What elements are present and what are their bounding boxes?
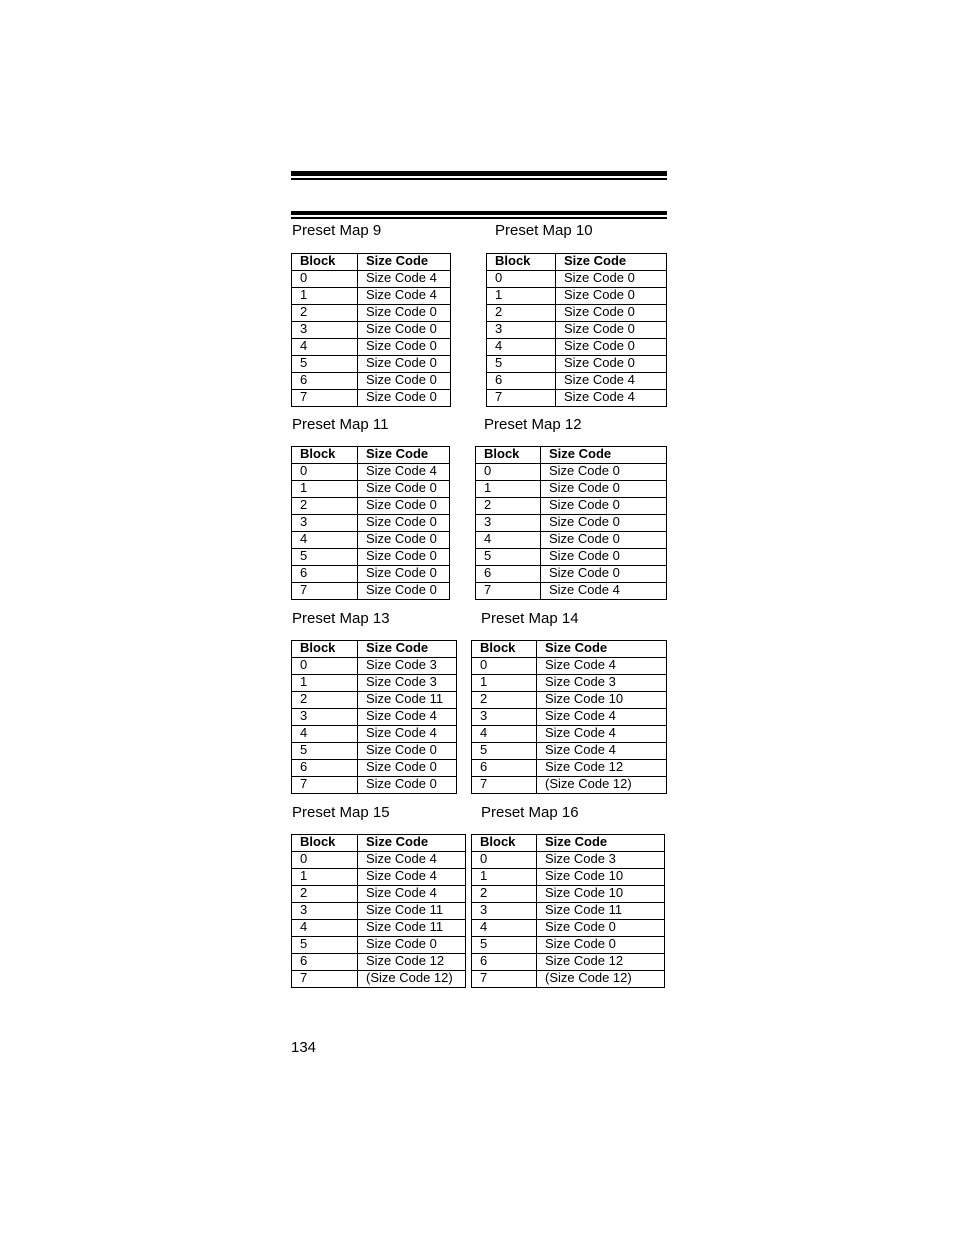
size-code-column-header: Size Code [358, 835, 466, 852]
block-cell: 6 [487, 373, 556, 390]
table-row [472, 937, 665, 954]
size-code-cell: Size Code 4 [358, 271, 451, 288]
size-code-cell: Size Code 0 [358, 777, 457, 794]
block-cell: 4 [472, 920, 537, 937]
table-row [292, 532, 450, 549]
size-code-cell: Size Code 12 [537, 760, 667, 777]
block-cell: 6 [292, 566, 358, 583]
size-code-cell: Size Code 0 [541, 481, 667, 498]
table-row [292, 498, 450, 515]
preset-map-title: Preset Map 15 [292, 804, 390, 821]
size-code-cell: Size Code 4 [358, 464, 450, 481]
size-code-cell: Size Code 3 [537, 675, 667, 692]
preset-map-table [471, 834, 665, 988]
block-cell: 7 [487, 390, 556, 407]
table-row [487, 288, 667, 305]
block-cell: 2 [487, 305, 556, 322]
size-code-cell: Size Code 0 [541, 515, 667, 532]
table-row [292, 658, 457, 675]
table-row [476, 464, 667, 481]
table-row [292, 692, 457, 709]
block-column-header: Block [292, 835, 358, 852]
table-row [472, 852, 665, 869]
size-code-cell: Size Code 4 [537, 726, 667, 743]
block-cell: 5 [292, 743, 358, 760]
block-cell: 2 [292, 692, 358, 709]
preset-map-table [486, 253, 667, 407]
size-code-cell: Size Code 0 [541, 549, 667, 566]
table-header-row [487, 254, 667, 271]
size-code-cell: Size Code 4 [358, 726, 457, 743]
table-header-row [292, 641, 457, 658]
table-header-row [476, 447, 667, 464]
size-code-cell: Size Code 0 [358, 583, 450, 600]
block-cell: 4 [292, 726, 358, 743]
table-row [292, 971, 466, 988]
block-cell: 0 [292, 464, 358, 481]
table-row [472, 709, 667, 726]
size-code-cell: Size Code 4 [537, 709, 667, 726]
size-code-cell: Size Code 0 [358, 322, 451, 339]
block-cell: 2 [292, 305, 358, 322]
preset-map-title: Preset Map 14 [481, 610, 579, 627]
table-row [292, 339, 451, 356]
block-cell: 4 [292, 532, 358, 549]
size-code-cell: Size Code 11 [358, 920, 466, 937]
table-row [487, 322, 667, 339]
top-rule-thick [291, 171, 667, 176]
block-cell: 3 [292, 322, 358, 339]
block-cell: 3 [472, 903, 537, 920]
table-row [292, 288, 451, 305]
size-code-cell: Size Code 0 [556, 288, 667, 305]
size-code-cell: Size Code 0 [541, 566, 667, 583]
block-cell: 5 [472, 743, 537, 760]
block-cell: 7 [476, 583, 541, 600]
block-cell: 0 [292, 852, 358, 869]
size-code-cell: Size Code 0 [556, 271, 667, 288]
block-cell: 0 [472, 658, 537, 675]
size-code-column-header: Size Code [358, 447, 450, 464]
block-cell: 0 [292, 271, 358, 288]
table-row [472, 971, 665, 988]
size-code-cell: Size Code 11 [358, 692, 457, 709]
size-code-cell: Size Code 0 [358, 549, 450, 566]
table-row [292, 852, 466, 869]
block-cell: 6 [292, 760, 358, 777]
block-cell: 3 [476, 515, 541, 532]
table-row [292, 481, 450, 498]
block-cell: 1 [292, 869, 358, 886]
block-cell: 6 [292, 373, 358, 390]
size-code-cell: Size Code 0 [541, 498, 667, 515]
block-cell: 7 [472, 777, 537, 794]
block-cell: 1 [292, 288, 358, 305]
preset-map-title: Preset Map 9 [292, 222, 382, 239]
size-code-cell: (Size Code 12) [537, 971, 665, 988]
table-row [487, 390, 667, 407]
size-code-cell: (Size Code 12) [358, 971, 466, 988]
size-code-cell: Size Code 12 [358, 954, 466, 971]
block-cell: 6 [472, 954, 537, 971]
preset-map-title: Preset Map 12 [484, 416, 582, 433]
table-row [292, 549, 450, 566]
table-row [292, 373, 451, 390]
size-code-cell: Size Code 0 [358, 305, 451, 322]
block-cell: 4 [476, 532, 541, 549]
size-code-cell: Size Code 0 [537, 920, 665, 937]
block-column-header: Block [292, 254, 358, 271]
size-code-cell: Size Code 3 [537, 852, 665, 869]
size-code-cell: Size Code 4 [358, 886, 466, 903]
table-header-row [472, 835, 665, 852]
table-row [472, 777, 667, 794]
block-column-header: Block [487, 254, 556, 271]
table-row [292, 954, 466, 971]
table-row [292, 271, 451, 288]
size-code-cell: Size Code 3 [358, 675, 457, 692]
block-cell: 3 [292, 709, 358, 726]
table-row [487, 373, 667, 390]
preset-map-table [471, 640, 667, 794]
table-row [487, 305, 667, 322]
block-cell: 7 [472, 971, 537, 988]
table-header-row [292, 447, 450, 464]
block-cell: 2 [472, 886, 537, 903]
table-row [292, 390, 451, 407]
table-row [472, 726, 667, 743]
block-column-header: Block [476, 447, 541, 464]
block-cell: 1 [476, 481, 541, 498]
block-cell: 3 [292, 903, 358, 920]
size-code-column-header: Size Code [358, 641, 457, 658]
preset-map-table [475, 446, 667, 600]
table-row [292, 886, 466, 903]
block-cell: 3 [292, 515, 358, 532]
block-cell: 6 [472, 760, 537, 777]
size-code-cell: Size Code 12 [537, 954, 665, 971]
size-code-cell: Size Code 4 [556, 373, 667, 390]
table-row [292, 777, 457, 794]
table-row [472, 903, 665, 920]
table-row [292, 726, 457, 743]
block-cell: 4 [472, 726, 537, 743]
block-column-header: Block [472, 641, 537, 658]
size-code-cell: Size Code 0 [556, 305, 667, 322]
block-cell: 0 [487, 271, 556, 288]
preset-map-title: Preset Map 10 [495, 222, 593, 239]
block-cell: 2 [476, 498, 541, 515]
block-cell: 7 [292, 390, 358, 407]
block-cell: 0 [292, 658, 358, 675]
table-row [472, 675, 667, 692]
size-code-column-header: Size Code [541, 447, 667, 464]
table-row [292, 937, 466, 954]
table-row [472, 743, 667, 760]
table-row [292, 583, 450, 600]
table-row [472, 760, 667, 777]
size-code-cell: Size Code 4 [358, 852, 466, 869]
size-code-cell: Size Code 0 [541, 464, 667, 481]
table-row [487, 271, 667, 288]
preset-map-title: Preset Map 13 [292, 610, 390, 627]
preset-map-table [291, 253, 451, 407]
block-cell: 7 [292, 971, 358, 988]
block-column-header: Block [292, 447, 358, 464]
size-code-cell: Size Code 4 [537, 658, 667, 675]
page-number: 134 [291, 1039, 317, 1056]
block-cell: 7 [292, 583, 358, 600]
size-code-column-header: Size Code [556, 254, 667, 271]
preset-map-table [291, 834, 466, 988]
table-row [476, 532, 667, 549]
table-row [292, 743, 457, 760]
size-code-cell: Size Code 0 [358, 760, 457, 777]
size-code-cell: Size Code 0 [358, 515, 450, 532]
size-code-cell: Size Code 10 [537, 869, 665, 886]
size-code-column-header: Size Code [537, 641, 667, 658]
table-row [487, 356, 667, 373]
block-cell: 6 [292, 954, 358, 971]
size-code-cell: Size Code 0 [556, 322, 667, 339]
table-row [476, 481, 667, 498]
block-cell: 5 [292, 549, 358, 566]
section-rule-thin [291, 217, 667, 219]
size-code-cell: Size Code 0 [358, 481, 450, 498]
table-row [472, 658, 667, 675]
size-code-cell: Size Code 0 [541, 532, 667, 549]
table-row [292, 760, 457, 777]
block-cell: 1 [487, 288, 556, 305]
table-row [292, 869, 466, 886]
size-code-cell: Size Code 3 [358, 658, 457, 675]
block-column-header: Block [472, 835, 537, 852]
size-code-column-header: Size Code [537, 835, 665, 852]
block-cell: 5 [292, 356, 358, 373]
table-row [292, 675, 457, 692]
size-code-cell: Size Code 0 [358, 356, 451, 373]
block-cell: 1 [292, 481, 358, 498]
size-code-cell: Size Code 4 [358, 288, 451, 305]
block-cell: 6 [476, 566, 541, 583]
size-code-cell: (Size Code 12) [537, 777, 667, 794]
table-header-row [292, 835, 466, 852]
size-code-cell: Size Code 0 [358, 498, 450, 515]
block-cell: 1 [472, 675, 537, 692]
block-cell: 1 [292, 675, 358, 692]
block-cell: 5 [292, 937, 358, 954]
size-code-cell: Size Code 0 [556, 339, 667, 356]
block-cell: 5 [472, 937, 537, 954]
section-rule-thick [291, 211, 667, 215]
table-header-row [472, 641, 667, 658]
size-code-cell: Size Code 0 [358, 390, 451, 407]
size-code-cell: Size Code 4 [358, 869, 466, 886]
block-cell: 2 [292, 498, 358, 515]
size-code-cell: Size Code 10 [537, 886, 665, 903]
block-cell: 5 [476, 549, 541, 566]
table-row [292, 515, 450, 532]
block-cell: 4 [292, 920, 358, 937]
preset-map-table [291, 640, 457, 794]
table-row [292, 566, 450, 583]
block-cell: 0 [472, 852, 537, 869]
table-row [292, 464, 450, 481]
block-cell: 3 [487, 322, 556, 339]
size-code-cell: Size Code 10 [537, 692, 667, 709]
size-code-cell: Size Code 4 [541, 583, 667, 600]
size-code-cell: Size Code 4 [556, 390, 667, 407]
size-code-cell: Size Code 4 [358, 709, 457, 726]
table-row [472, 886, 665, 903]
size-code-cell: Size Code 0 [358, 937, 466, 954]
block-cell: 0 [476, 464, 541, 481]
table-row [292, 305, 451, 322]
table-row [292, 322, 451, 339]
table-row [476, 566, 667, 583]
size-code-column-header: Size Code [358, 254, 451, 271]
table-row [476, 515, 667, 532]
table-row [476, 583, 667, 600]
table-header-row [292, 254, 451, 271]
table-row [292, 920, 466, 937]
size-code-cell: Size Code 4 [537, 743, 667, 760]
size-code-cell: Size Code 0 [358, 566, 450, 583]
size-code-cell: Size Code 0 [358, 373, 451, 390]
preset-map-title: Preset Map 16 [481, 804, 579, 821]
top-rule-thin [291, 178, 667, 180]
table-row [292, 709, 457, 726]
block-column-header: Block [292, 641, 358, 658]
table-row [472, 920, 665, 937]
table-row [292, 903, 466, 920]
size-code-cell: Size Code 0 [358, 532, 450, 549]
table-row [476, 549, 667, 566]
block-cell: 3 [472, 709, 537, 726]
block-cell: 2 [292, 886, 358, 903]
size-code-cell: Size Code 0 [358, 743, 457, 760]
table-row [476, 498, 667, 515]
size-code-cell: Size Code 0 [556, 356, 667, 373]
size-code-cell: Size Code 0 [358, 339, 451, 356]
block-cell: 1 [472, 869, 537, 886]
table-row [292, 356, 451, 373]
block-cell: 7 [292, 777, 358, 794]
size-code-cell: Size Code 11 [358, 903, 466, 920]
preset-map-table [291, 446, 450, 600]
block-cell: 5 [487, 356, 556, 373]
block-cell: 4 [487, 339, 556, 356]
table-row [472, 869, 665, 886]
size-code-cell: Size Code 0 [537, 937, 665, 954]
table-row [487, 339, 667, 356]
table-row [472, 692, 667, 709]
block-cell: 4 [292, 339, 358, 356]
preset-map-title: Preset Map 11 [292, 416, 389, 433]
table-row [472, 954, 665, 971]
block-cell: 2 [472, 692, 537, 709]
size-code-cell: Size Code 11 [537, 903, 665, 920]
